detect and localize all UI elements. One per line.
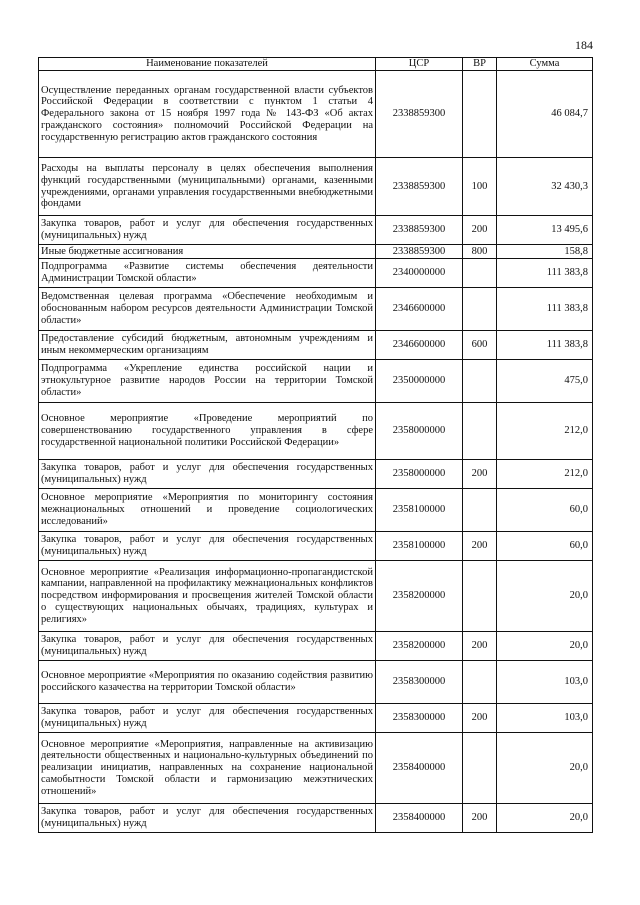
row-csr: 2346600000	[376, 331, 463, 360]
row-sum: 212,0	[497, 403, 593, 460]
row-sum: 13 495,6	[497, 216, 593, 245]
row-csr: 2358200000	[376, 561, 463, 632]
row-vr: 200	[463, 460, 497, 489]
row-vr: 200	[463, 532, 497, 561]
row-vr: 200	[463, 804, 497, 833]
row-csr: 2346600000	[376, 288, 463, 331]
row-vr	[463, 360, 497, 403]
row-csr: 2338859300	[376, 158, 463, 216]
header-csr: ЦСР	[376, 58, 463, 71]
table-header-row	[39, 58, 593, 71]
row-csr: 2358200000	[376, 632, 463, 661]
row-name: Расходы на выплаты персоналу в целях обеспечения выполнения функций государственными (муниципальными) органами, казенными учреждениями, органами управления государственными внебюджетными фондами	[39, 158, 376, 216]
row-sum: 158,8	[497, 245, 593, 259]
row-vr	[463, 489, 497, 532]
table-row	[39, 71, 593, 158]
row-name: Закупка товаров, работ и услуг для обеспечения государственных (муниципальных) нужд	[39, 632, 376, 661]
table-row	[39, 632, 593, 661]
table-row	[39, 288, 593, 331]
row-sum: 475,0	[497, 360, 593, 403]
row-csr: 2338859300	[376, 216, 463, 245]
row-name: Основное мероприятие «Мероприятия по мониторингу состояния межнациональных отношений и проведение социологических исследований»	[39, 489, 376, 532]
row-csr: 2358300000	[376, 661, 463, 704]
row-sum: 212,0	[497, 460, 593, 489]
row-csr: 2358400000	[376, 804, 463, 833]
row-name: Подпрограмма «Укрепление единства российской нации и этнокультурное развитие народов России на территории Томской области»	[39, 360, 376, 403]
table-row	[39, 360, 593, 403]
table-row	[39, 245, 593, 259]
row-name: Осуществление переданных органам государственной власти субъектов Российской Федерации в соответствии с пунктом 1 статьи 4 Федерального закона от 15 ноября 1997 года № 143-ФЗ «Об актах гражданского состояния» полномочий Российской Федерации на государственную регистрацию актов гражданского состояния	[39, 71, 376, 158]
row-name: Подпрограмма «Развитие системы обеспечения деятельности Администрации Томской области»	[39, 259, 376, 288]
row-name: Ведомственная целевая программа «Обеспечение необходимым и обоснованным набором ресурсов деятельности Администрации Томской области»	[39, 288, 376, 331]
row-name: Основное мероприятие «Реализация информационно-пропагандистской кампании, направленной на профилактику межнациональных конфликтов посредством информирования и просвещения жителей Томской области о существующих национальных обычаях, традициях, культурах и религиях»	[39, 561, 376, 632]
row-csr: 2350000000	[376, 360, 463, 403]
row-vr: 200	[463, 704, 497, 733]
header-name: Наименование показателей	[39, 58, 376, 71]
row-name: Основное мероприятие «Мероприятия по оказанию содействия развитию российского казачества на территории Томской области»	[39, 661, 376, 704]
header-vr: ВР	[463, 58, 497, 71]
row-csr: 2358100000	[376, 532, 463, 561]
row-sum: 46 084,7	[497, 71, 593, 158]
row-csr: 2358400000	[376, 733, 463, 804]
table-row	[39, 216, 593, 245]
row-sum: 111 383,8	[497, 331, 593, 360]
row-csr: 2338859300	[376, 245, 463, 259]
table-row	[39, 158, 593, 216]
row-vr: 600	[463, 331, 497, 360]
row-vr	[463, 259, 497, 288]
row-sum: 20,0	[497, 632, 593, 661]
row-csr: 2358000000	[376, 403, 463, 460]
row-sum: 60,0	[497, 532, 593, 561]
row-vr: 200	[463, 632, 497, 661]
table-row	[39, 460, 593, 489]
budget-table	[38, 57, 593, 833]
row-vr	[463, 561, 497, 632]
table-row	[39, 532, 593, 561]
page-number: 184	[575, 38, 593, 52]
row-sum: 111 383,8	[497, 288, 593, 331]
row-csr: 2340000000	[376, 259, 463, 288]
row-csr: 2358300000	[376, 704, 463, 733]
table-row	[39, 733, 593, 804]
row-sum: 20,0	[497, 733, 593, 804]
row-sum: 103,0	[497, 704, 593, 733]
row-csr: 2358000000	[376, 460, 463, 489]
row-vr: 200	[463, 216, 497, 245]
row-csr: 2338859300	[376, 71, 463, 158]
row-name: Закупка товаров, работ и услуг для обеспечения государственных (муниципальных) нужд	[39, 532, 376, 561]
table-row	[39, 661, 593, 704]
row-sum: 103,0	[497, 661, 593, 704]
table-row	[39, 804, 593, 833]
row-name: Закупка товаров, работ и услуг для обеспечения государственных (муниципальных) нужд	[39, 460, 376, 489]
row-vr	[463, 71, 497, 158]
table-row	[39, 259, 593, 288]
row-vr	[463, 661, 497, 704]
table-row	[39, 403, 593, 460]
row-sum: 32 430,3	[497, 158, 593, 216]
table-row	[39, 489, 593, 532]
row-vr	[463, 403, 497, 460]
row-vr: 100	[463, 158, 497, 216]
row-sum: 60,0	[497, 489, 593, 532]
row-csr: 2358100000	[376, 489, 463, 532]
row-vr	[463, 288, 497, 331]
row-name: Основное мероприятие «Проведение мероприятий по совершенствованию государственного управления в сфере государственной национальной политики Российской Федерации»	[39, 403, 376, 460]
row-name: Основное мероприятие «Мероприятия, направленные на активизацию деятельности общественных и национально-культурных объединений по реализации инициатив, направленных на сохранение национальной самобытности Томской области и гармонизацию межэтнических отношений»	[39, 733, 376, 804]
row-name: Закупка товаров, работ и услуг для обеспечения государственных (муниципальных) нужд	[39, 804, 376, 833]
row-sum: 20,0	[497, 561, 593, 632]
row-sum: 111 383,8	[497, 259, 593, 288]
row-vr	[463, 733, 497, 804]
row-name: Предоставление субсидий бюджетным, автономным учреждениям и иным некоммерческим организациям	[39, 331, 376, 360]
table-row	[39, 331, 593, 360]
row-vr: 800	[463, 245, 497, 259]
row-name: Закупка товаров, работ и услуг для обеспечения государственных (муниципальных) нужд	[39, 216, 376, 245]
table-row	[39, 561, 593, 632]
table-row	[39, 704, 593, 733]
header-sum: Сумма	[497, 58, 593, 71]
row-sum: 20,0	[497, 804, 593, 833]
row-name: Иные бюджетные ассигнования	[39, 245, 376, 259]
row-name: Закупка товаров, работ и услуг для обеспечения государственных (муниципальных) нужд	[39, 704, 376, 733]
